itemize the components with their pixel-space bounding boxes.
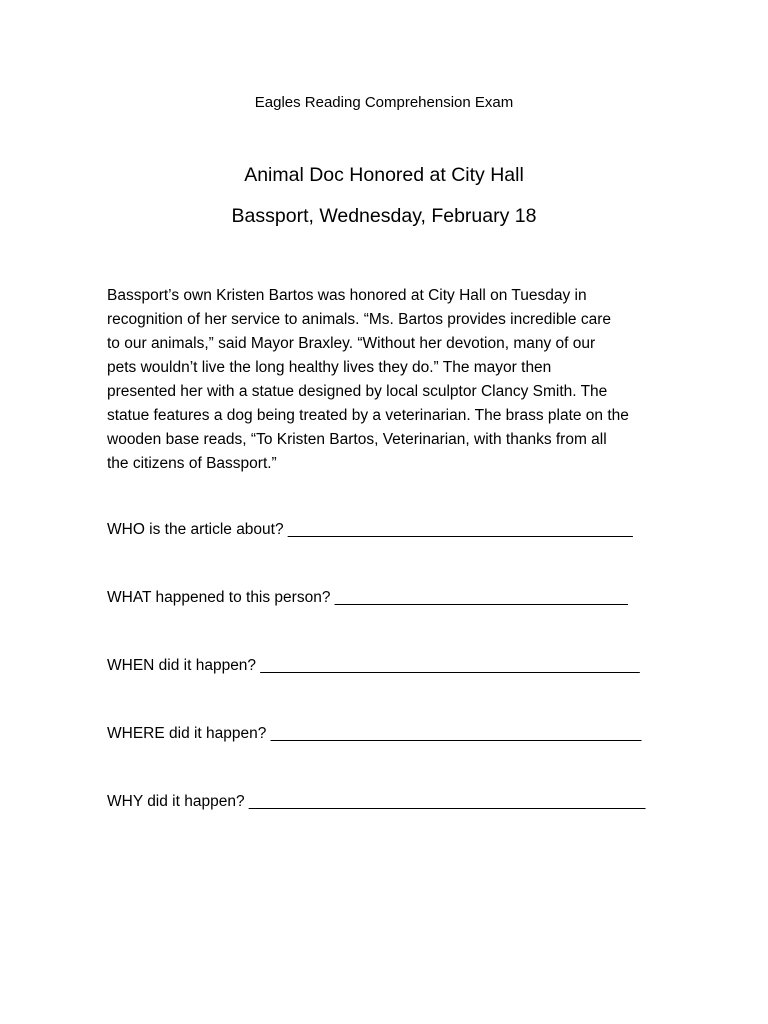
article-body: Bassport’s own Kristen Bartos was honored at City Hall on Tuesday in recognition of her service to animals. “Ms. Bartos provides incredible care to our animals,” said Mayor Braxley. “Without her devotion, many of our pets wouldn’t live the long healthy lives they do.” The mayor then presented her with a statue designed by local sculptor Clancy Smith. The statue features a dog being treated by a veterinarian. The brass plate on the wooden base reads, “To Kristen Bartos, Veterinarian, with thanks from all the citizens of Bassport.” [107, 287, 629, 472]
question-why: WHY did it happen? ______________________________________________ [107, 793, 646, 810]
article-dateline: Bassport, Wednesday, February 18 [231, 205, 537, 227]
article-headline: Animal Doc Honored at City Hall [244, 164, 524, 186]
question-where: WHERE did it happen? ___________________________________________ [107, 725, 642, 742]
question-when: WHEN did it happen? ____________________________________________ [107, 657, 640, 674]
exam-title: Eagles Reading Comprehension Exam [254, 94, 514, 111]
question-who: WHO is the article about? ________________________________________ [107, 521, 633, 538]
question-what: WHAT happened to this person? __________________________________ [107, 589, 628, 606]
